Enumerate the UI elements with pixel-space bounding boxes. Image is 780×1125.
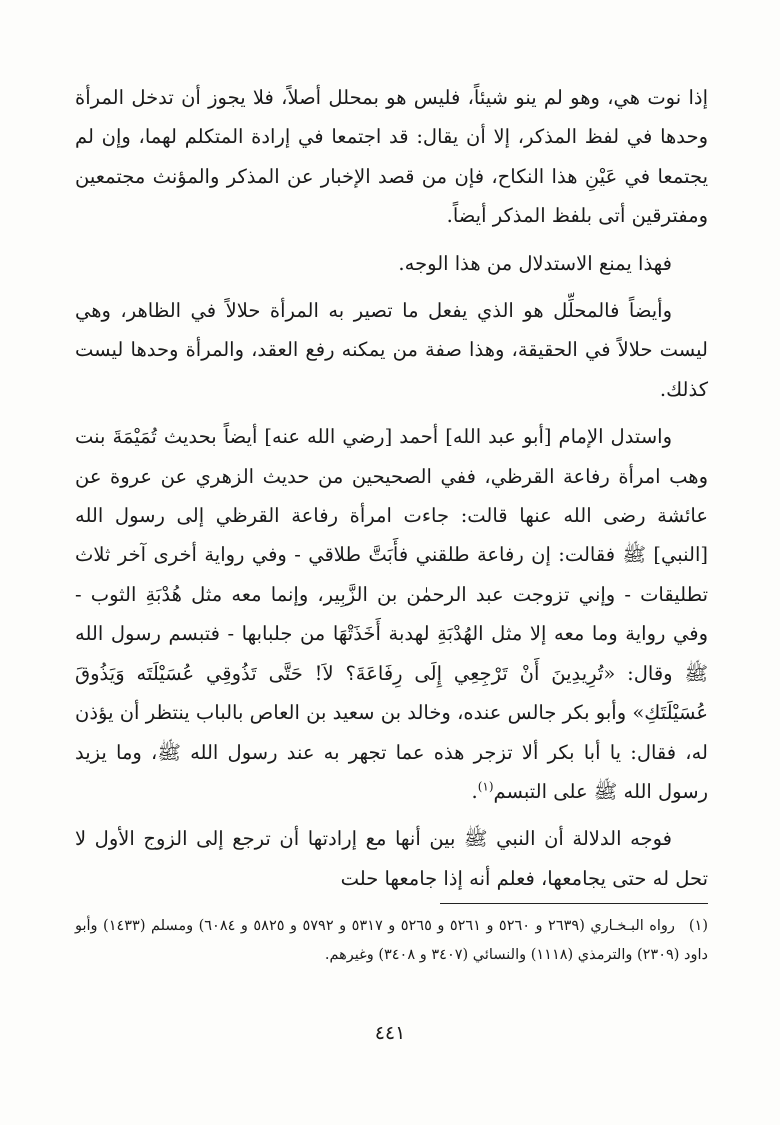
footnote-divider — [440, 903, 708, 904]
footnote — [75, 912, 708, 970]
footnote-text: رواه البـخـاري (٢٦٣٩ و ٥٢٦٠ و ٥٢٦١ و ٥٢٦٥ و ٥٣١٧ و ٥٧٩٢ و ٥٨٢٥ و ٦٠٨٤) ومسلم (١٤٣٣) وأبو داود (٢٣٠٩) والترمذي (١١١٨) والنسائي (٣٤٠٧ و ٣٤٠٨) وغيرهم. — [75, 918, 708, 963]
paragraph-4: واستدل الإمام [أبو عبد الله] أحمد [رضي الله عنه] أيضاً بحديث تُمَيْمَةَ بنت وهب امرأة رفاعة القرظي، ففي الصحيحين من حديث الزهري عن عروة عن عائشة رضى الله عنها قالت: جاءت امرأة رفاعة القرظي إلى رسول الله [النبي] ﷺ فقالت: إن رفاعة طلقني فأَبَتَّ طلاقي - وفي رواية أخرى آخر ثلاث تطليقات - وإني تزوجت عبد الرحمٰن بن الزَّبِير، وإنما معه مثل هُدْبَةِ الثوب - وفي رواية وما معه إلا مثل الهُدْبَةِ لهدبة أَخَذَتْهَا من جلبابها - فتبسم رسول الله ﷺ وقال: «تُرِيدِينَ أَنْ تَرْجِعِي إِلَى رِفَاعَةَ؟ لاَ! حَتَّى تَذُوقِي عُسَيْلَتَه وَيَذُوقَ عُسَيْلَتَكِ» وأبو بكر جالس عنده، وخالد بن سعيد بن العاص بالباب ينتظر أن يؤذن له، فقال: يا أبا بكر ألا تزجر هذه عما تجهر به عند رسول الله ﷺ، وما يزيد رسول الله ﷺ على التبسم$^{(١)}$. — [75, 425, 708, 803]
paragraph-3: وأيضاً فالمحلِّل هو الذي يفعل ما تصير به المرأة حلالاً في الظاهر، وهي ليست حلالاً في الحقيقة، وهذا صفة من يمكنه رفع العقد، والمرأة وحدها ليست كذلك. — [75, 299, 708, 401]
paragraph-5: فوجه الدلالة أن النبي ﷺ بين أنها مع إرادتها أن ترجع إلى الزوج الأول لا تحل له حتى يجامعها، فعلم أنه إذا جامعها حلت — [75, 827, 708, 890]
paragraph-1: إذا نوت هي، وهو لم ينو شيئاً، فليس هو بمحلل أصلاً، فلا يجوز أن تدخل المرأة وحدها في لفظ المذكر، إلا أن يقال: قد اجتمعا في إرادة المتكلم لهما، وإن لم يجتمعا في عَيْنِ هذا النكاح، فإن من قصد الإخبار عن المذكر والمؤنث مجتمعين ومفترقين أتى بلفظ المذكر أيضاً. — [75, 86, 708, 228]
footnote-number: (١) — [688, 918, 709, 934]
page-number: ٤٤١ — [374, 1022, 406, 1044]
paragraph-4-text: واستدل الإمام [أبو عبد الله] أحمد [رضي الله عنه] أيضاً بحديث تُمَيْمَةَ بنت وهب امرأة رفاعة القرظي، ففي الصحيحين من حديث الزهري عن عروة عن عائشة رضى الله عنها قالت: جاءت امرأة رفاعة القرظي إلى رسول الله [النبي] ﷺ فقالت: إن رفاعة طلقني فأَبَتَّ طلاقي - وفي رواية أخرى آخر ثلاث تطليقات - وإني تزوجت عبد الرحمٰن بن الزَّبِير، وإنما معه مثل هُدْبَةِ الثوب - وفي رواية وما معه إلا مثل الهُدْبَةِ لهدبة أَخَذَتْهَا من جلبابها - فتبسم رسول الله ﷺ وقال: «تُرِيدِينَ أَنْ تَرْجِعِي إِلَى رِفَاعَةَ؟ لاَ! حَتَّى تَذُوقِي عُسَيْلَتَه وَيَذُوقَ عُسَيْلَتَكِ» وأبو بكر جالس عنده، وخالد بن سعيد بن العاص بالباب ينتظر أن يؤذن له، فقال: يا أبا بكر ألا تزجر هذه عما تجهر به عند رسول الله ﷺ، وما يزيد رسول الله ﷺ على التبسم — [75, 425, 708, 803]
main-text — [75, 78, 708, 906]
paragraph-2: فهذا يمنع الاستدلال من هذا الوجه. — [398, 251, 672, 275]
footnote-reference: (١) — [477, 779, 494, 794]
